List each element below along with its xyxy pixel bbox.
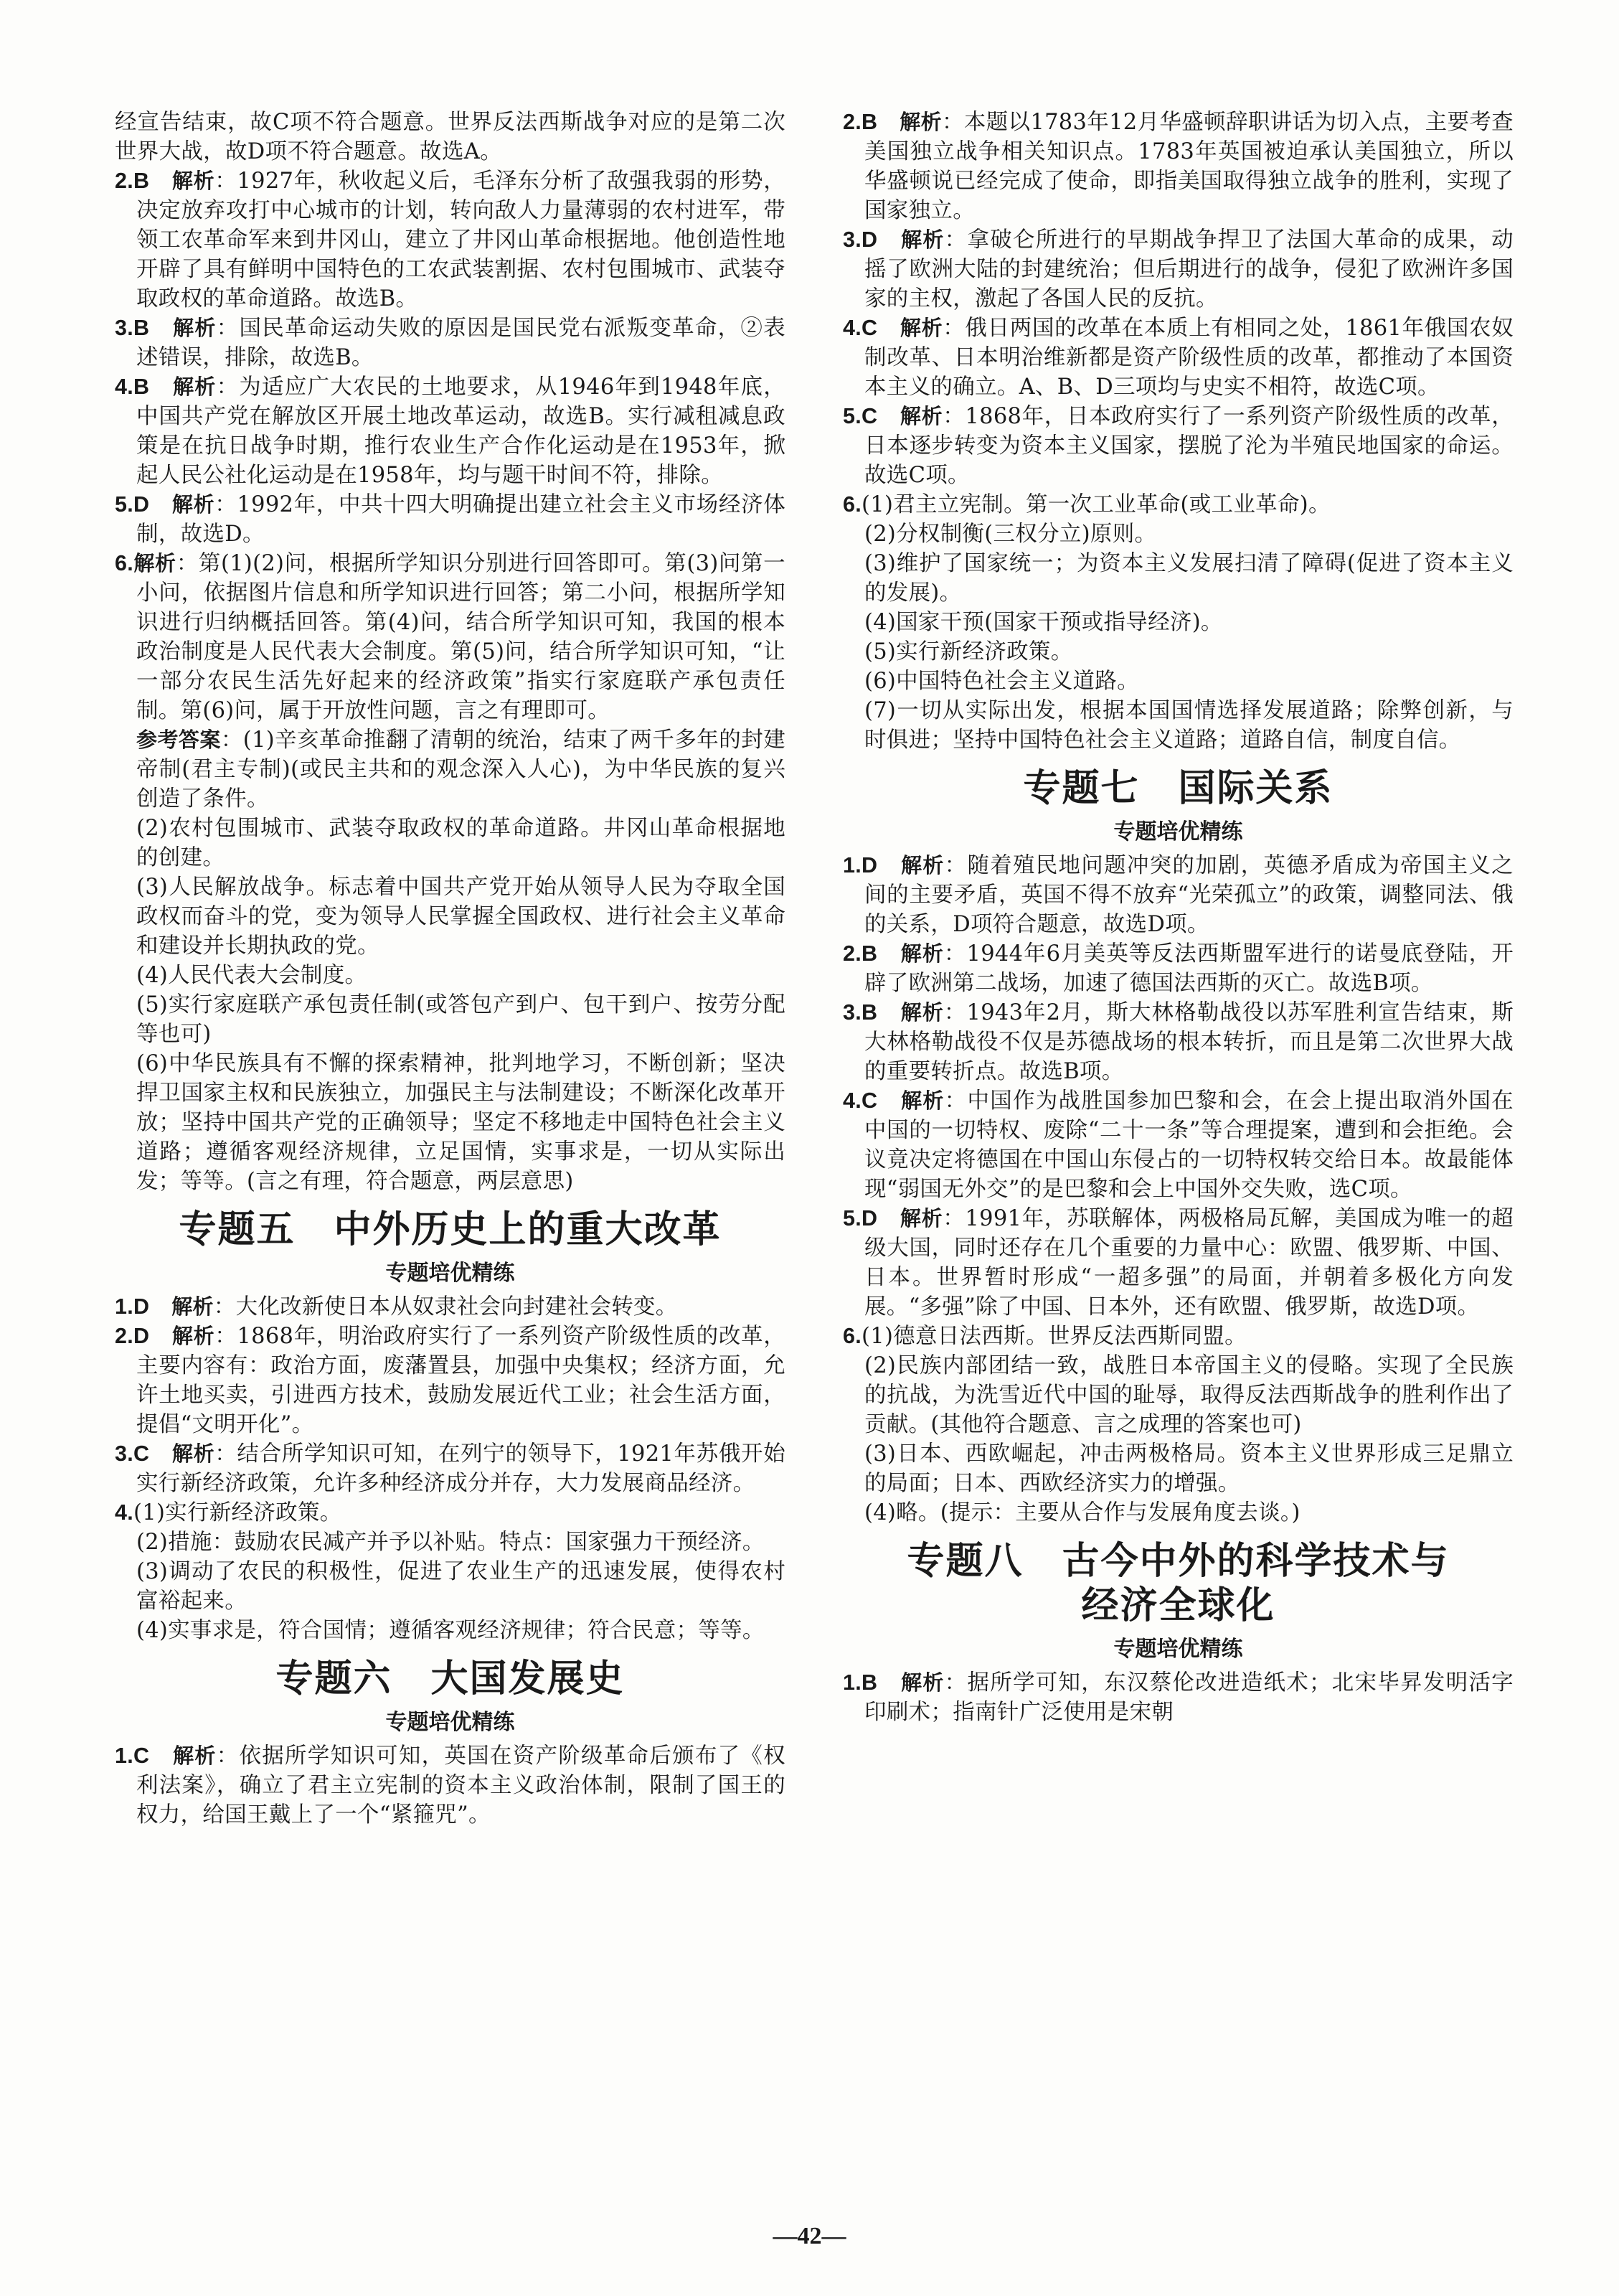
analysis-label: 解析 — [171, 1294, 214, 1319]
answer-item — [115, 549, 785, 725]
answer-item — [843, 851, 1514, 939]
answer-text: ：1927年，秋收起义后，毛泽东分析了敌强我弱的形势，决定放弃攻打中心城市的计划，转向敌人力量薄弱的农村进军，带领工农革命军来到井冈山，建立了井冈山革命根据地。他创造性地开辟了具有鲜明中国特色的工农武装割据、农村包围城市、武装夺取政权的革命道路。故选B。 — [136, 169, 785, 311]
answer-item — [843, 402, 1514, 490]
answer-number: 1.C — [115, 1744, 150, 1768]
answer-number: 4.C — [843, 1088, 878, 1113]
sub-answer: (5)实行家庭联产承包责任制(或答包产到户、包干到户、按劳分配等也可) — [136, 992, 785, 1047]
sub-answer: (4)国家干预(国家干预或指导经济)。 — [864, 610, 1223, 635]
page-number: —42— — [773, 2223, 846, 2249]
sub-answer: (7)一切从实际出发，根据本国国情选择发展道路；除弊创新，与时俱进；坚持中国特色社会主义道路；道路自信，制度自信。 — [864, 698, 1514, 753]
subsection-heading: 专题培优精练 — [385, 1261, 515, 1286]
analysis-label: 解析 — [901, 853, 945, 878]
analysis-label: 解析 — [173, 316, 217, 340]
answer-text: ：第(1)(2)问，根据所学知识分别进行回答即可。第(3)问第一小问，依据图片信息和所学知识进行回答；第二小问，根据所学知识进行归纳概括回答。第(4)问，结合所学知识可知，我国的根本政治制度是人民代表大会制度。第(5)问，结合所学知识可知，“让一部分农民生活先好起来的经济政策”指实行家庭联产承包责任制。第(6)问，属于开放性问题，言之有理即可。 — [136, 551, 785, 723]
answer-text: ：本题以1783年12月华盛顿辞职讲话为切入点，主要考查美国独立战争相关知识点。1783年英国被迫承认美国独立，所以华盛顿说已经完成了使命，即指美国取得独立战争的胜利，实现了国家独立。 — [864, 110, 1514, 223]
answer-item — [843, 1668, 1514, 1727]
answer-number: 2.B — [115, 169, 150, 193]
subsection-heading: 专题培优精练 — [385, 1710, 515, 1735]
sub-answer: (5)实行新经济政策。 — [864, 639, 1073, 664]
section-heading-line2: 经济全球化 — [1081, 1584, 1275, 1627]
answer-text: ：国民革命运动失败的原因是国民党右派叛变革命，②表述错误，排除，故选B。 — [136, 316, 785, 370]
sub-answer: (3)日本、西欧崛起，冲击两极格局。资本主义世界形成三足鼎立的局面；日本、西欧经济实力的增强。 — [864, 1441, 1514, 1496]
sub-answer: (2)措施：鼓励农民减产并予以补贴。特点：国家强力干预经济。 — [136, 1530, 765, 1555]
answer-number: 3.B — [115, 316, 150, 340]
answer-number: 5.D — [115, 492, 150, 517]
answer-item — [843, 108, 1514, 225]
analysis-label: 解析 — [900, 941, 944, 966]
answer-number: 4.C — [843, 316, 878, 340]
answer-text: ：1943年2月，斯大林格勒战役以苏军胜利宣告结束，斯大林格勒战役不仅是苏德战场的根本转折，而且是第二次世界大战的重要转折点。故选B项。 — [864, 1000, 1514, 1084]
analysis-label: 解析 — [900, 404, 943, 428]
subsection-heading: 专题培优精练 — [1113, 1637, 1243, 1662]
answer-number: 6. — [115, 551, 134, 575]
analysis-label: 解析 — [900, 316, 943, 340]
answer-text: ：1991年，苏联解体，两极格局瓦解，美国成为唯一的超级大国，同时还存在几个重要的力量中心：欧盟、俄罗斯、中国、日本。世界暂时形成“一超多强”的局面，并朝着多极化方向发展。“多强”除了中国、日本外，还有欧盟、俄罗斯，故选D项。 — [864, 1206, 1514, 1319]
reference-answer — [115, 725, 785, 814]
answer-item — [115, 1498, 785, 1528]
answer-text: ：为适应广大农民的土地要求，从1946年到1948年底，中国共产党在解放区开展土地改革运动，故选B。实行减租减息政策是在抗日战争时期，推行农业生产合作化运动是在1953年，掀起人民公社化运动是在1958年，均与题干时间不符，排除。 — [136, 375, 785, 488]
answer-text: ：随着殖民地问题冲突的加剧，英德矛盾成为帝国主义之间的主要矛盾，英国不得不放弃“光荣孤立”的政策，调整同法、俄的关系，D项符合题意，故选D项。 — [864, 853, 1514, 937]
answer-number: 3.C — [115, 1441, 150, 1466]
analysis-label: 解析 — [901, 227, 945, 252]
sub-answer: (4)人民代表大会制度。 — [136, 963, 367, 988]
answer-number: 6. — [843, 492, 862, 517]
analysis-label: 解析 — [173, 375, 217, 399]
analysis-label: 解析 — [901, 1670, 945, 1695]
answer-number: 5.D — [843, 1206, 878, 1231]
reference-label: 参考答案 — [136, 728, 221, 752]
right-column — [843, 108, 1514, 1727]
answer-text: ：结合所学知识可知，在列宁的领导下，1921年苏俄开始实行新经济政策，允许多种经济成分并存，大力发展商品经济。 — [136, 1441, 785, 1496]
answer-number: 2.B — [843, 110, 878, 134]
section-heading: 专题六 大国发展史 — [275, 1657, 625, 1700]
sub-answer: (4)实事求是，符合国情；遵循客观经济规律；符合民意；等等。 — [136, 1618, 765, 1643]
answer-number: 6. — [843, 1324, 862, 1348]
analysis-label: 解析 — [901, 1088, 945, 1113]
answer-item — [843, 1086, 1514, 1204]
answer-number: 2.D — [115, 1324, 150, 1348]
answer-item — [115, 1292, 785, 1322]
answer-text: ：俄日两国的改革在本质上有相同之处，1861年俄国农奴制改革、日本明治维新都是资产阶级性质的改革，都推动了本国资本主义的确立。A、B、D三项均与史实不相符，故选C项。 — [864, 316, 1514, 400]
answer-text: ：1868年，明治政府实行了一系列资产阶级性质的改革，主要内容有：政治方面，废藩置县，加强中央集权；经济方面，允许土地买卖，引进西方技术，鼓励发展近代工业；社会生活方面，提倡“文明开化”。 — [136, 1324, 785, 1437]
answer-text: ：大化改新使日本从奴隶社会向封建社会转变。 — [213, 1294, 678, 1319]
analysis-label: 解析 — [173, 1744, 217, 1768]
sub-answer: (3)调动了农民的积极性，促进了农业生产的迅速发展，使得农村富裕起来。 — [136, 1559, 785, 1614]
sub-answer: (2)民族内部团结一致，战胜日本帝国主义的侵略。实现了全民族的抗战，为洗雪近代中国的耻辱，取得反法西斯战争的胜利作出了贡献。(其他符合题意、言之成理的答案也可) — [864, 1353, 1514, 1437]
answer-text: ：(1)辛亥革命推翻了清朝的统治，结束了两千多年的封建帝制(君主专制)(或民主共和的观念深入人心)，为中华民族的复兴创造了条件。 — [136, 728, 785, 811]
sub-answer: (3)人民解放战争。标志着中国共产党开始从领导人民为夺取全国政权而奋斗的党，变为领导人民掌握全国政权、进行社会主义革命和建设并长期执政的党。 — [136, 875, 785, 959]
answer-text: ：依据所学知识可知，英国在资产阶级革命后颁布了《权利法案》，确立了君主立宪制的资本主义政治体制，限制了国王的权力，给国王戴上了一个“紧箍咒”。 — [136, 1744, 785, 1827]
answer-item — [843, 314, 1514, 402]
sub-answer: (2)农村包围城市、武装夺取政权的革命道路。井冈山革命根据地的创建。 — [136, 816, 785, 870]
left-column — [115, 108, 785, 1830]
answer-item — [843, 1322, 1514, 1351]
answer-number: 1.D — [115, 1294, 150, 1319]
answer-item — [115, 1439, 785, 1498]
answer-item — [843, 225, 1514, 314]
answer-number: 1.D — [843, 853, 878, 878]
answer-text: ：1992年，中共十四大明确提出建立社会主义市场经济体制，故选D。 — [136, 492, 785, 547]
answer-text: ：拿破仑所进行的早期战争捍卫了法国大革命的成果，动摇了欧洲大陆的封建统治；但后期进行的战争，侵犯了欧洲许多国家的主权，激起了各国人民的反抗。 — [864, 227, 1514, 311]
answer-number: 3.B — [843, 1000, 878, 1025]
analysis-label: 解析 — [171, 492, 215, 517]
answer-text: ：1944年6月美英等反法西斯盟军进行的诺曼底登陆，开辟了欧洲第二战场，加速了德国法西斯的灭亡。故选B项。 — [864, 941, 1514, 996]
answer-number: 4. — [115, 1500, 134, 1525]
answer-item — [843, 939, 1514, 998]
section-heading: 专题七 国际关系 — [1023, 767, 1334, 810]
analysis-label: 解析 — [171, 1324, 215, 1348]
answer-number: 3.D — [843, 227, 878, 252]
analysis-label: 解析 — [133, 551, 176, 575]
answer-text: (1)德意日法西斯。世界反法西斯同盟。 — [862, 1324, 1247, 1349]
answer-number: 1.B — [843, 1670, 878, 1695]
section-heading: 专题八 古今中外的科学技术与 — [907, 1540, 1450, 1583]
sub-answer: (3)维护了国家统一；为资本主义发展扫清了障碍(促进了资本主义的发展)。 — [864, 551, 1514, 606]
analysis-label: 解析 — [171, 169, 215, 193]
answer-item — [115, 1741, 785, 1830]
answer-text: (1)君主立宪制。第一次工业革命(或工业革命)。 — [862, 492, 1331, 517]
answer-text: ：中国作为战胜国参加巴黎和会，在会上提出取消外国在中国的一切特权、废除“二十一条”等合理提案，遭到和会拒绝。会议竟决定将德国在中国山东侵占的一切特权转交给日本。故最能体现“弱国无外交”的是巴黎和会上中国外交失败，选C项。 — [864, 1088, 1514, 1202]
answer-number: 5.C — [843, 404, 878, 428]
section-heading: 专题五 中外历史上的重大改革 — [179, 1208, 722, 1251]
answer-item — [115, 490, 785, 549]
sub-answer: (6)中华民族具有不懈的探索精神，批判地学习，不断创新；坚决捍卫国家主权和民族独立，加强民主与法制建设；不断深化改革开放；坚持中国共产党的正确领导；坚定不移地走中国特色社会主义道路；遵循客观经济规律，立足国情，实事求是，一切从实际出发；等等。(言之有理，符合题意，两层意思) — [136, 1051, 785, 1194]
subsection-heading: 专题培优精练 — [1113, 819, 1243, 844]
analysis-label: 解析 — [900, 1000, 944, 1025]
analysis-label: 解析 — [171, 1441, 215, 1466]
sub-answer: (2)分权制衡(三权分立)原则。 — [864, 522, 1157, 547]
answer-item — [843, 1204, 1514, 1322]
answer-item — [843, 490, 1514, 519]
answer-text: ：据所学可知，东汉蔡伦改进造纸术；北宋毕昇发明活字印刷术；指南针广泛使用是宋朝 — [864, 1670, 1514, 1725]
answer-item — [843, 998, 1514, 1086]
answer-item — [115, 314, 785, 372]
answer-item — [115, 372, 785, 490]
analysis-label: 解析 — [900, 1206, 943, 1231]
answer-text: ：1868年，日本政府实行了一系列资产阶级性质的改革，日本逐步转变为资本主义国家，摆脱了沦为半殖民地国家的命运。故选C项。 — [864, 404, 1514, 488]
analysis-label: 解析 — [900, 110, 942, 134]
answer-number: 4.B — [115, 375, 150, 399]
answer-item — [115, 166, 785, 314]
sub-answer: (4)略。(提示：主要从合作与发展角度去谈。) — [864, 1500, 1301, 1525]
sub-answer: (6)中国特色社会主义道路。 — [864, 669, 1139, 694]
continued-text: 经宣告结束，故C项不符合题意。世界反法西斯战争对应的是第二次世界大战，故D项不符合题意。故选A。 — [115, 110, 785, 164]
answer-item — [115, 1322, 785, 1439]
answer-number: 2.B — [843, 941, 878, 966]
answer-text: (1)实行新经济政策。 — [133, 1500, 342, 1525]
